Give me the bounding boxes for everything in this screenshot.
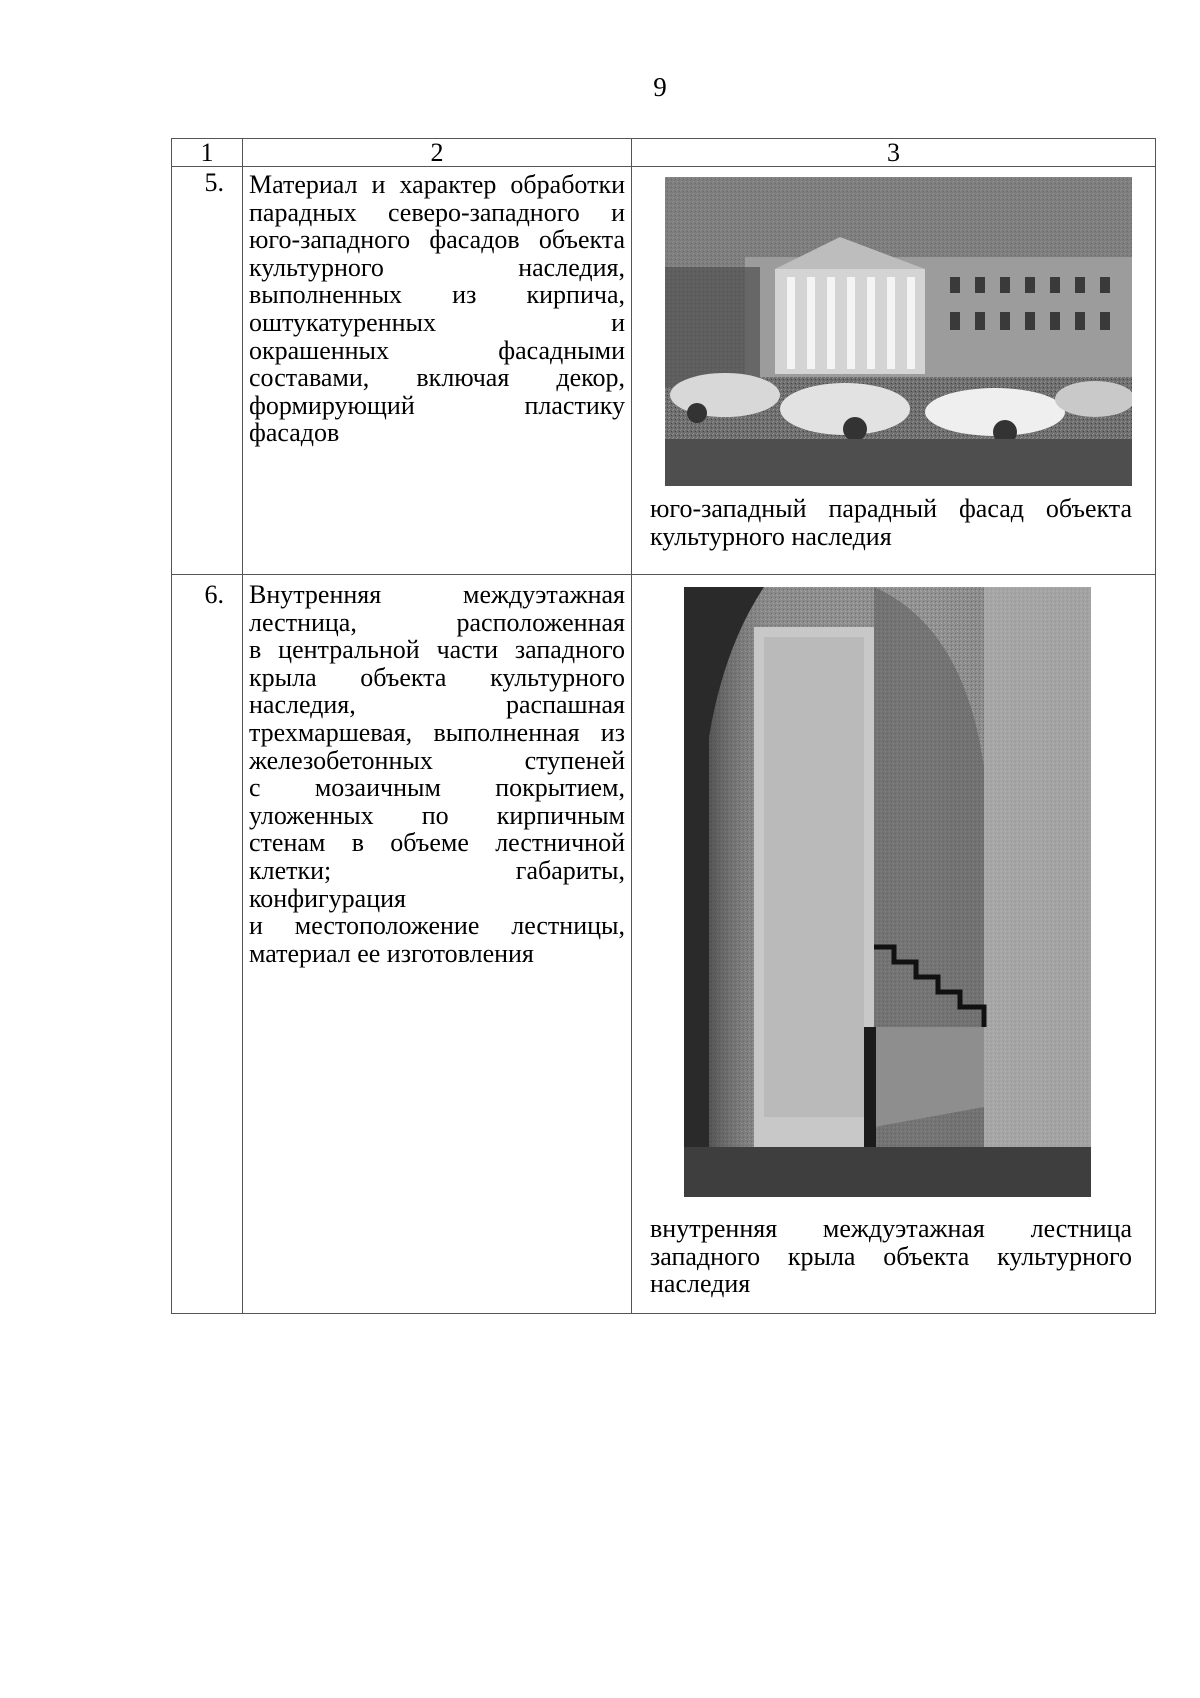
table-header-row xyxy=(172,139,1156,167)
description-line: и местоположение лестницы, xyxy=(249,911,625,941)
description-line: в центральной части западного xyxy=(249,635,625,665)
row-illustration xyxy=(632,167,1156,575)
page-number: 9 xyxy=(653,72,667,102)
staircase-photo-graphic xyxy=(684,587,1091,1197)
column-header-3: 3 xyxy=(632,139,1156,167)
facade-photo xyxy=(665,177,1132,486)
caption-line: культурного наследия xyxy=(650,521,892,551)
description-line: фасадов xyxy=(249,418,340,448)
description-line: составами, включая декор, xyxy=(249,363,625,393)
table-row xyxy=(172,575,1156,1314)
description-line: парадных северо-западного и xyxy=(249,197,625,227)
column-header-2: 2 xyxy=(243,139,632,167)
description-line: с мозаичным покрытием, xyxy=(249,773,625,803)
photo-caption xyxy=(650,1215,1132,1298)
description-line: выполненных из кирпича, xyxy=(249,280,625,310)
row-illustration xyxy=(632,575,1156,1314)
description-line: формирующий пластику xyxy=(249,390,625,420)
description-line: материал ее изготовления xyxy=(249,938,534,968)
description-line: культурного наследия, xyxy=(249,252,625,282)
description-line: Материал и характер обработки xyxy=(249,170,625,199)
caption-line: юго-западный парадный фасад объекта xyxy=(650,494,1132,523)
description-line: Внутренняя междуэтажная xyxy=(249,580,625,609)
description-line: лестница, расположенная xyxy=(249,607,625,637)
description-line: оштукатуренных и xyxy=(249,307,625,337)
description-line: стенам в объеме лестничной xyxy=(249,828,625,858)
facade-photo-graphic xyxy=(665,177,1132,486)
description-line: уложенных по кирпичным xyxy=(249,800,625,830)
description-line: окрашенных фасадными xyxy=(249,335,625,365)
caption-line: наследия xyxy=(650,1269,751,1299)
caption-line: внутренняя междуэтажная лестница xyxy=(650,1214,1132,1243)
description-line: клетки; габариты, xyxy=(249,855,625,885)
row-description xyxy=(243,575,632,1314)
heritage-elements-table xyxy=(171,138,1156,1314)
table-row xyxy=(172,167,1156,575)
caption-line: западного крыла объекта культурного xyxy=(650,1241,1132,1271)
description-line: конфигурация xyxy=(249,883,406,913)
column-header-1: 1 xyxy=(172,139,243,167)
photo-caption xyxy=(650,495,1132,550)
description-line: наследия, распашная xyxy=(249,690,625,720)
description-line: трехмаршевая, выполненная из xyxy=(249,717,625,747)
staircase-photo xyxy=(684,587,1091,1197)
row-number: 5. xyxy=(172,167,243,575)
row-description xyxy=(243,167,632,575)
description-line: крыла объекта культурного xyxy=(249,662,625,692)
row-number: 6. xyxy=(172,575,243,1314)
description-line: железобетонных ступеней xyxy=(249,745,625,775)
description-line: юго-западного фасадов объекта xyxy=(249,225,625,255)
